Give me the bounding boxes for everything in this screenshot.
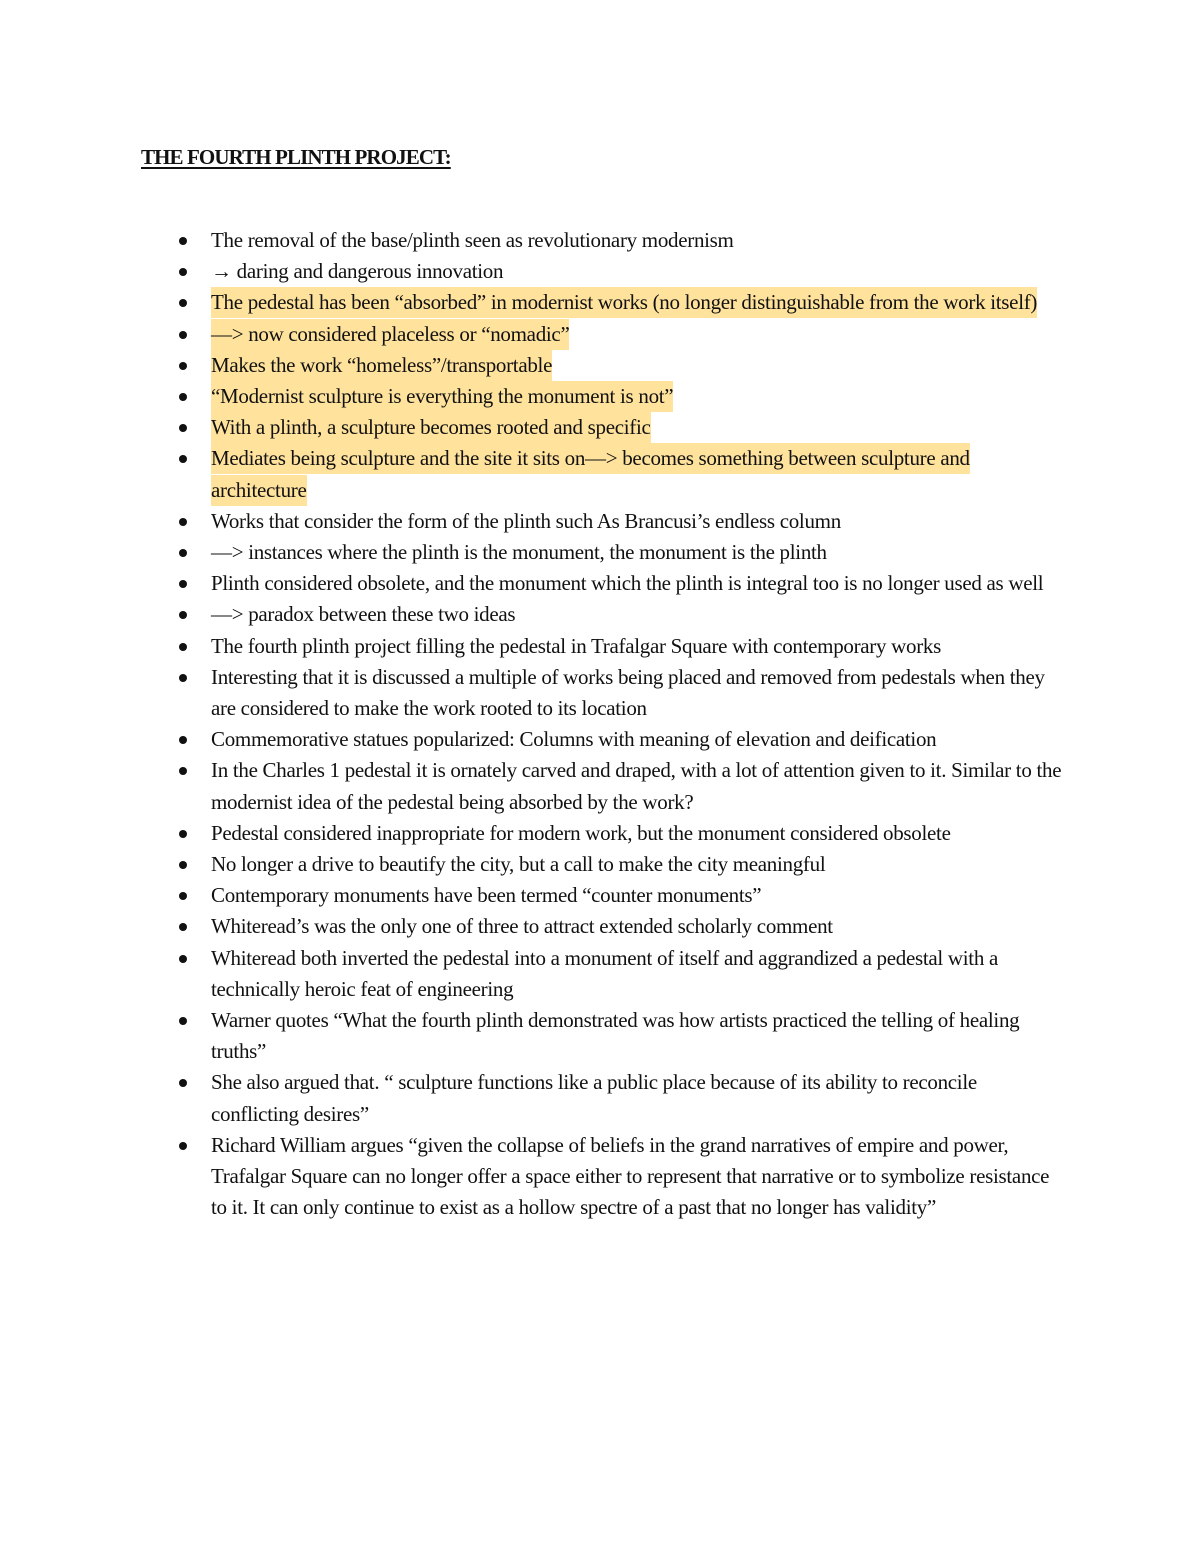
list-item	[176, 1005, 1066, 1067]
list-item	[176, 911, 1066, 942]
list-item-text: Commemorative statues popularized: Columns with meaning of elevation and deification	[211, 727, 937, 752]
bullet-icon	[179, 736, 187, 744]
list-item-text: Plinth considered obsolete, and the monument which the plinth is integral too is no longer used as well	[211, 571, 1044, 596]
list-item	[176, 1130, 1066, 1224]
list-item-text: → daring and dangerous innovation	[211, 259, 504, 284]
list-item	[176, 506, 1066, 537]
list-item-text: Mediates being sculpture and the site it sits on—> becomes something between sculpture and architecture	[211, 443, 970, 505]
highlighted-list-item	[176, 319, 1066, 350]
bullet-icon	[179, 923, 187, 931]
list-item-text: In the Charles 1 pedestal it is ornately carved and draped, with a lot of attention given to it. Similar to the modernist idea of the pedestal being absorbed by the work?	[211, 758, 1062, 814]
list-item-text: The fourth plinth project filling the pedestal in Trafalgar Square with contemporary works	[211, 633, 941, 658]
bullet-icon	[179, 1079, 187, 1087]
list-item-text: Whiteread both inverted the pedestal into a monument of itself and aggrandized a pedestal with a technically heroic feat of engineering	[211, 945, 999, 1001]
list-item	[176, 537, 1066, 568]
list-item-text: With a plinth, a sculpture becomes rooted and specific	[211, 412, 651, 443]
bullet-icon	[179, 674, 187, 682]
list-item	[176, 662, 1066, 724]
list-item-text: The pedestal has been “absorbed” in modernist works (no longer distinguishable from the work itself)	[211, 287, 1037, 318]
list-item-text: Richard William argues “given the collapse of beliefs in the grand narratives of empire and power, Trafalgar Square can no longer offer a space either to represent that narrative or to symbolize resistance to it. It can only continue to exist as a hollow spectre of a past that no longer has validity”	[211, 1132, 1050, 1220]
bullet-icon	[179, 580, 187, 588]
bullet-icon	[179, 237, 187, 245]
highlighted-list-item	[176, 443, 1066, 505]
list-item-text: —> paradox between these two ideas	[211, 602, 516, 627]
list-item	[176, 849, 1066, 880]
list-item-text: —> instances where the plinth is the monument, the monument is the plinth	[211, 540, 827, 565]
highlighted-list-item	[176, 381, 1066, 412]
bullet-icon	[179, 393, 187, 401]
bullet-icon	[179, 611, 187, 619]
list-item-text: Whiteread’s was the only one of three to attract extended scholarly comment	[211, 914, 833, 939]
list-item	[176, 943, 1066, 1005]
bullet-icon	[179, 549, 187, 557]
list-item-text: No longer a drive to beautify the city, but a call to make the city meaningful	[211, 852, 826, 877]
list-item	[176, 256, 1066, 287]
bullet-icon	[179, 892, 187, 900]
bullet-icon	[179, 1017, 187, 1025]
list-item-text: The removal of the base/plinth seen as revolutionary modernism	[211, 228, 734, 252]
bullet-icon	[179, 767, 187, 775]
bullet-icon	[179, 955, 187, 963]
highlighted-list-item	[176, 350, 1066, 381]
bullet-icon	[179, 518, 187, 526]
bullet-icon	[179, 861, 187, 869]
bullet-icon	[179, 268, 187, 276]
list-item-text: Works that consider the form of the plinth such As Brancusi’s endless column	[211, 508, 841, 533]
bullet-icon	[179, 455, 187, 463]
list-item-text: She also argued that. “ sculpture functions like a public place because of its ability to reconcile conflicting desires”	[211, 1070, 977, 1126]
list-item-text: Pedestal considered inappropriate for modern work, but the monument considered obsolete	[211, 820, 951, 845]
list-item-text: Interesting that it is discussed a multiple of works being placed and removed from pedestals when they are considered to make the work rooted to its location	[211, 664, 1045, 721]
list-item	[176, 568, 1066, 599]
list-item-text: “Modernist sculpture is everything the monument is not”	[211, 381, 673, 412]
bullet-icon	[179, 1142, 187, 1150]
highlighted-list-item	[176, 412, 1066, 443]
bullet-icon	[179, 331, 187, 339]
bullet-icon	[179, 424, 187, 432]
bullet-list	[176, 225, 1066, 1224]
bullet-icon	[179, 362, 187, 370]
highlighted-list-item	[176, 287, 1066, 318]
list-item-text: Contemporary monuments have been termed “counter monuments”	[211, 883, 762, 908]
bullet-icon	[179, 830, 187, 838]
list-item-text: —> now considered placeless or “nomadic”	[211, 319, 569, 350]
list-item	[176, 755, 1066, 817]
list-item	[176, 724, 1066, 755]
list-item-text: Makes the work “homeless”/transportable	[211, 350, 552, 381]
list-item	[176, 1067, 1066, 1129]
document-title: THE FOURTH PLINTH PROJECT:	[141, 145, 451, 169]
list-item	[176, 225, 1066, 256]
list-item-text: Warner quotes “What the fourth plinth demonstrated was how artists practiced the telling of healing truths”	[211, 1008, 1020, 1064]
list-item	[176, 880, 1066, 911]
list-item	[176, 599, 1066, 630]
list-item	[176, 631, 1066, 662]
list-item	[176, 818, 1066, 849]
bullet-icon	[179, 643, 187, 651]
bullet-icon	[179, 299, 187, 307]
